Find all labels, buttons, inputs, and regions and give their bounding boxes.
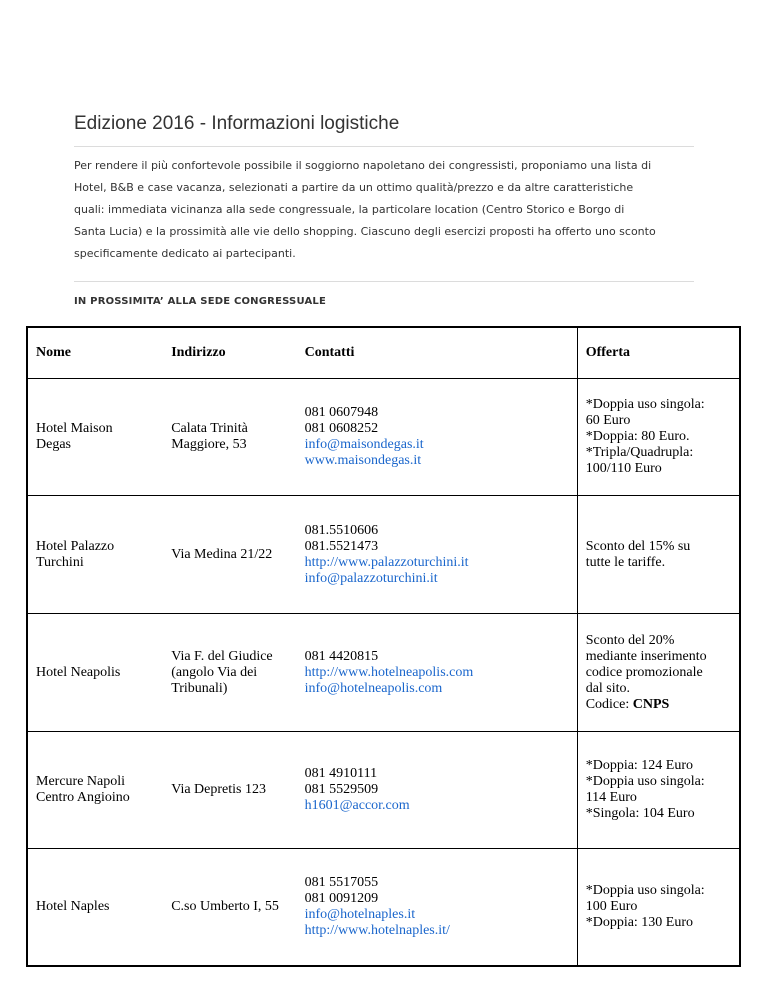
offer-line: dal sito. [585,680,631,696]
intro-line: specificamente dedicato ai partecipanti. [74,247,296,260]
offer-line: tutte le tariffe. [585,554,666,570]
phone-number: 081 4910111 [304,766,378,781]
website-link[interactable]: www.maisondegas.it [304,453,422,468]
offer-line: *Doppia uso singola: [585,883,705,898]
contacts-cell [297,732,578,849]
phone-number: 081 0091209 [304,891,379,906]
section-heading: IN PROSSIMITA’ ALLA SEDE CONGRESSUALE [74,296,327,307]
offer-line: 100/110 Euro [585,461,662,476]
offer-line: 60 Euro [585,413,631,428]
divider [74,281,694,282]
phone-number: 081 4420815 [304,648,379,664]
phone-number: 081.5521473 [304,538,379,554]
hotel-name-cell [27,379,163,496]
offer-cell [577,732,740,849]
table-row [27,849,740,967]
address-line: Via Depretis 123 [171,782,266,797]
contacts-cell [297,496,578,614]
offer-line: mediante inserimento [585,648,707,664]
email-link[interactable]: h1601@accor.com [304,798,410,813]
email-link[interactable]: info@maisondegas.it [304,437,424,452]
address-line: (angolo Via dei [171,664,258,680]
column-header-contatti: Contatti [297,327,578,379]
hotel-name: Degas [36,437,71,452]
table-row [27,614,740,732]
address-line: Via F. del Giudice [171,648,273,664]
offer-line: *Tripla/Quadrupla: [585,445,694,460]
offer-cell [577,379,740,496]
intro-line: Per rendere il più confortevole possibile il soggiorno napoletano dei congressisti, proponiamo una lista di [74,159,652,172]
hotel-name: Turchini [36,554,84,570]
column-header-indirizzo: Indirizzo [163,327,296,379]
offer-line: *Singola: 104 Euro [585,806,695,821]
email-link[interactable]: info@palazzoturchini.it [304,570,438,586]
offer-line: 100 Euro [585,899,638,914]
offer-cell [577,614,740,732]
offer-cell [577,496,740,614]
offer-code-label: Codice: [585,696,633,712]
intro-line: Hotel, B&B e case vacanza, selezionati a partire da un ottimo qualità/prezzo e da altre caratteristiche [74,181,634,194]
offer-line: codice promozionale [585,664,703,680]
column-header-nome: Nome [27,327,163,379]
address-cell [163,849,296,967]
hotel-name: Hotel Neapolis [36,664,121,680]
address-cell [163,379,296,496]
address-line: Maggiore, 53 [171,437,247,452]
hotel-name-cell [27,849,163,967]
offer-line: *Doppia: 130 Euro [585,915,694,930]
website-link[interactable]: http://www.hotelnaples.it/ [304,923,450,938]
hotel-name-cell [27,496,163,614]
contacts-cell [297,379,578,496]
contacts-cell [297,614,578,732]
email-link[interactable]: info@hotelneapolis.com [304,680,443,696]
hotel-name: Mercure Napoli [36,774,126,789]
table-row [27,379,740,496]
hotel-name: Hotel Maison [36,421,113,436]
table-header-row [27,327,740,379]
table-row [27,732,740,849]
address-cell [163,732,296,849]
offer-line: *Doppia: 124 Euro [585,758,694,773]
phone-number: 081 0608252 [304,421,379,436]
hotel-name-cell [27,732,163,849]
contacts-cell [297,849,578,967]
page-title: Edizione 2016 - Informazioni logistiche [74,113,400,134]
address-cell [163,496,296,614]
hotel-name: Hotel Naples [36,899,110,914]
website-link[interactable]: http://www.hotelneapolis.com [304,664,474,680]
hotel-name: Centro Angioino [36,790,130,805]
hotels-table [26,326,741,967]
offer-line: Sconto del 15% su [585,538,691,554]
offer-cell [577,849,740,967]
hotel-name-cell [27,614,163,732]
column-header-offerta: Offerta [577,327,740,379]
address-line: Via Medina 21/22 [171,546,273,562]
website-link[interactable]: http://www.palazzoturchini.it [304,554,469,570]
intro-line: quali: immediata vicinanza alla sede congressuale, la particolare location (Centro Storico e Borgo di [74,203,625,216]
hotel-name: Hotel Palazzo [36,538,115,554]
address-line: C.so Umberto I, 55 [171,899,279,914]
intro-line: Santa Lucia) e la prossimità alle vie dello shopping. Ciascuno degli esercizi proposti ha offerto uno sconto [74,225,656,238]
offer-line: Sconto del 20% [585,632,675,648]
email-link[interactable]: info@hotelnaples.it [304,907,416,922]
offer-code-line [586,697,739,713]
phone-number: 081 5517055 [304,875,379,890]
address-line: Calata Trinità [171,421,248,436]
phone-number: 081 0607948 [304,405,379,420]
phone-number: 081 5529509 [304,782,379,797]
table-row [27,496,740,614]
offer-line: *Doppia: 80 Euro. [585,429,690,444]
phone-number: 081.5510606 [304,522,379,538]
offer-line: *Doppia uso singola: [585,774,705,789]
offer-line: *Doppia uso singola: [585,397,705,412]
offer-line: 114 Euro [585,790,637,805]
offer-code: CNPS [632,696,670,712]
divider [74,146,694,147]
address-line: Tribunali) [171,680,228,696]
intro-paragraph [74,155,704,265]
address-cell [163,614,296,732]
